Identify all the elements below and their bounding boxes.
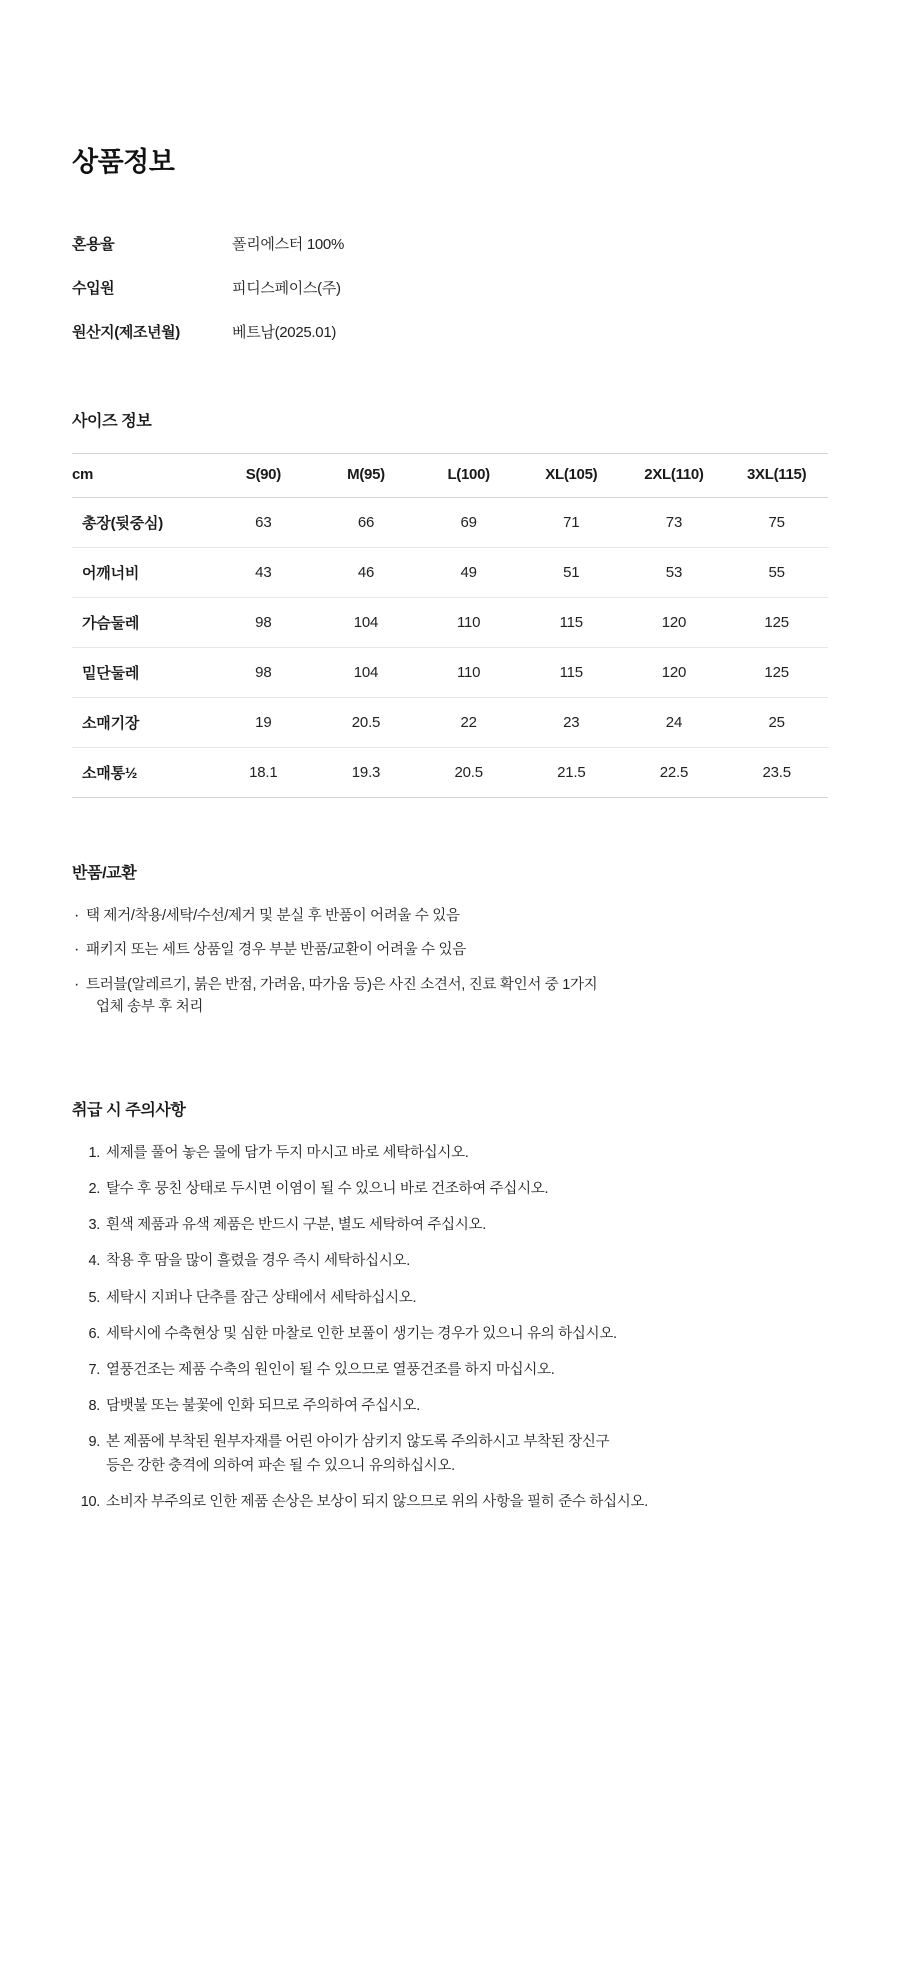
list-item-text: 세탁시에 수축현상 및 심한 마찰로 인한 보풀이 생기는 경우가 있으니 유의 하십시오. [106, 1325, 617, 1342]
return-exchange-heading: 반품/교환 [72, 865, 137, 882]
cell: 104 [315, 598, 418, 648]
spec-label: 원산지(제조년월) [72, 324, 180, 341]
row-label: 소매통½ [72, 748, 212, 798]
column-header-s: S(90) [212, 454, 315, 498]
cell: 125 [725, 648, 828, 698]
list-item [72, 1491, 828, 1514]
care-instructions-heading: 취급 시 주의사항 [72, 1101, 186, 1119]
size-table [72, 453, 828, 798]
cell: 66 [315, 498, 418, 548]
spec-row [72, 321, 828, 342]
cell: 98 [212, 598, 315, 648]
table-row [72, 598, 828, 648]
spec-value: 베트남(2025.01) [232, 324, 337, 341]
list-item-text: 흰색 제품과 유색 제품은 반드시 구분, 별도 세탁하여 주십시오. [106, 1217, 486, 1234]
cell: 19.3 [315, 748, 418, 798]
row-label: 어깨너비 [72, 548, 212, 598]
list-item-text: 열풍건조는 제품 수축의 원인이 될 수 있으므로 열풍건조를 하지 마십시오. [106, 1362, 555, 1378]
table-row [72, 748, 828, 798]
size-info-section [72, 408, 828, 798]
cell: 20.5 [417, 748, 520, 798]
list-item-text: 세제를 풀어 놓은 물에 담가 두지 마시고 바로 세탁하십시오. [106, 1144, 469, 1161]
cell: 23 [520, 698, 623, 748]
cell: 51 [520, 548, 623, 598]
cell: 23.5 [725, 748, 828, 798]
list-item-text: 탈수 후 뭉친 상태로 두시면 이염이 될 수 있으니 바로 건조하여 주십시오. [106, 1181, 549, 1198]
cell: 98 [212, 648, 315, 698]
list-item [72, 1431, 828, 1477]
list-item-text: 패키지 또는 세트 상품일 경우 부분 반품/교환이 어려울 수 있음 [86, 942, 466, 959]
list-item-continuation: 등은 강한 충격에 의하여 파손 될 수 있으니 유의하십시오. [106, 1457, 455, 1474]
cell: 115 [520, 648, 623, 698]
return-policy-list [72, 905, 828, 1019]
list-item [72, 1214, 828, 1237]
cell: 75 [725, 498, 828, 548]
cell: 20.5 [315, 698, 418, 748]
size-table-body [72, 498, 828, 798]
cell: 24 [623, 698, 726, 748]
cell: 73 [623, 498, 726, 548]
list-item [72, 974, 828, 1019]
cell: 19 [212, 698, 315, 748]
care-instructions-list [72, 1142, 828, 1514]
spec-value: 폴리에스터 100% [232, 236, 344, 253]
table-header-row [72, 454, 828, 498]
list-item-continuation: 업체 송부 후 처리 [96, 999, 204, 1016]
list-item [72, 1323, 828, 1346]
table-row [72, 648, 828, 698]
spec-row [72, 233, 828, 254]
cell: 71 [520, 498, 623, 548]
list-item [72, 1250, 828, 1273]
column-header-l: L(100) [417, 454, 520, 498]
size-info-heading: 사이즈 정보 [72, 413, 152, 430]
cell: 125 [725, 598, 828, 648]
row-label: 밑단둘레 [72, 648, 212, 698]
cell: 115 [520, 598, 623, 648]
care-instructions-section [72, 1097, 828, 1514]
cell: 22 [417, 698, 520, 748]
cell: 120 [623, 648, 726, 698]
cell: 104 [315, 648, 418, 698]
spec-value: 피디스페이스(주) [232, 280, 341, 297]
list-item-text: 택 제거/착용/세탁/수선/제거 및 분실 후 반품이 어려울 수 있음 [86, 908, 460, 924]
table-row [72, 548, 828, 598]
spec-label: 혼용율 [72, 236, 115, 253]
page-title: 상품정보 [72, 147, 175, 177]
list-item [72, 939, 828, 961]
spec-label: 수입원 [72, 280, 115, 297]
row-label: 총장(뒷중심) [72, 498, 212, 548]
cell: 46 [315, 548, 418, 598]
cell: 25 [725, 698, 828, 748]
row-label: 가슴둘레 [72, 598, 212, 648]
table-row [72, 498, 828, 548]
column-header-xl: XL(105) [520, 454, 623, 498]
list-item [72, 1142, 828, 1165]
cell: 49 [417, 548, 520, 598]
table-row [72, 698, 828, 748]
size-table-head [72, 454, 828, 498]
spec-row [72, 277, 828, 298]
row-label: 소매기장 [72, 698, 212, 748]
return-exchange-section [72, 860, 828, 1019]
cell: 110 [417, 598, 520, 648]
column-header-3xl: 3XL(115) [725, 454, 828, 498]
list-item-text: 본 제품에 부착된 원부자재를 어린 아이가 삼키지 않도록 주의하시고 부착된 장신구 [106, 1434, 610, 1451]
list-item [72, 1178, 828, 1201]
spec-list [72, 233, 828, 342]
cell: 110 [417, 648, 520, 698]
list-item [72, 1395, 828, 1418]
cell: 55 [725, 548, 828, 598]
cell: 53 [623, 548, 726, 598]
list-item [72, 1359, 828, 1382]
column-header-m: M(95) [315, 454, 418, 498]
list-item-text: 소비자 부주의로 인한 제품 손상은 보상이 되지 않으므로 위의 사항을 필히 준수 하십시오. [106, 1493, 648, 1510]
cell: 63 [212, 498, 315, 548]
column-header-2xl: 2XL(110) [623, 454, 726, 498]
column-header-unit: cm [72, 454, 212, 498]
list-item-text: 담뱃불 또는 불꽃에 인화 되므로 주의하여 주십시오. [106, 1398, 420, 1415]
list-item-text: 트러블(알레르기, 붉은 반점, 가려움, 따가움 등)은 사진 소견서, 진료 확인서 중 1가지 [86, 976, 598, 993]
cell: 43 [212, 548, 315, 598]
cell: 22.5 [623, 748, 726, 798]
list-item-text: 세탁시 지퍼나 단추를 잠근 상태에서 세탁하십시오. [106, 1289, 417, 1306]
cell: 18.1 [212, 748, 315, 798]
cell: 120 [623, 598, 726, 648]
cell: 69 [417, 498, 520, 548]
list-item [72, 905, 828, 927]
list-item-text: 착용 후 땀을 많이 흘렸을 경우 즉시 세탁하십시오. [106, 1253, 410, 1270]
list-item [72, 1287, 828, 1310]
cell: 21.5 [520, 748, 623, 798]
